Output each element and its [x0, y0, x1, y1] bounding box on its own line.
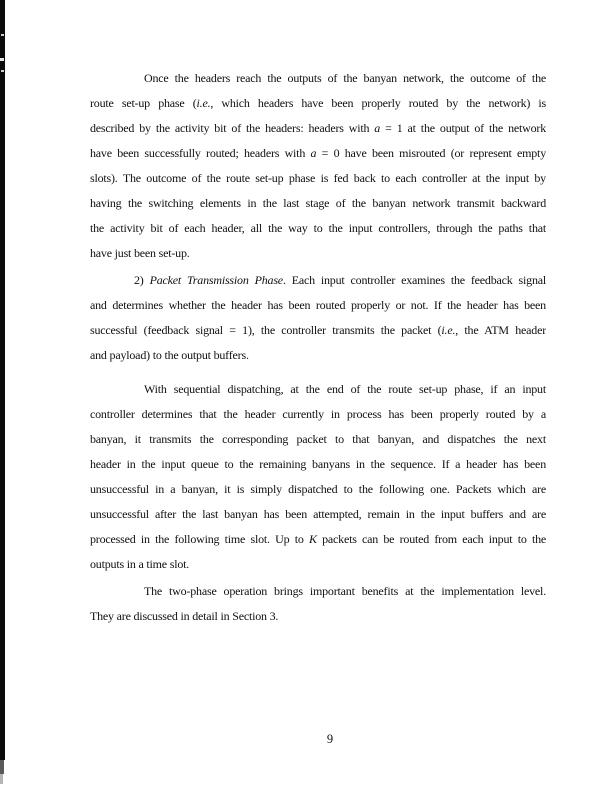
text-segment: processed in the following time slot. Up to: [90, 532, 309, 546]
text-line: [90, 293, 546, 318]
text-block: [90, 66, 546, 629]
page-number: 9: [326, 732, 334, 746]
text-segment: route set-up phase (: [90, 96, 197, 110]
paragraph: [90, 66, 546, 266]
text-line: [90, 402, 546, 427]
text-segment: 2): [134, 273, 150, 287]
text-segment: = 1 at the output of the network: [380, 121, 546, 135]
paragraph: [90, 377, 546, 577]
scan-edge-artifact-fade: [0, 760, 4, 774]
scan-edge-artifact-fade: [0, 774, 3, 784]
italic-text-segment: Packet Transmission Phase: [149, 273, 283, 287]
scan-edge-artifact: [0, 0, 5, 760]
text-line: [90, 268, 546, 293]
text-segment: having the switching elements in the last stage of the banyan network transmit backward: [90, 196, 546, 210]
text-segment: and determines whether the header has been routed properly or not. If the header has been: [90, 298, 546, 312]
paragraph: [90, 268, 546, 368]
scan-noise-speck: [0, 58, 4, 61]
text-line: [90, 552, 546, 577]
italic-text-segment: i.e.: [441, 323, 456, 337]
text-line: [90, 166, 546, 191]
italic-text-segment: a: [310, 146, 317, 160]
text-segment: and payload) to the output buffers.: [90, 348, 249, 362]
text-segment: header in the input queue to the remaining banyans in the sequence. If a header has been: [90, 457, 546, 471]
text-segment: unsuccessful after the last banyan has been attempted, remain in the input buffers and are: [90, 507, 546, 521]
text-line: [90, 116, 546, 141]
text-line: [90, 66, 546, 91]
text-line: [90, 579, 546, 604]
italic-text-segment: K: [308, 532, 317, 546]
text-segment: , which headers have been properly routed by the network) is: [210, 96, 546, 110]
text-segment: successful (feedback signal = 1), the controller transmits the packet (: [90, 323, 442, 337]
text-segment: outputs in a time slot.: [90, 557, 190, 571]
text-segment: packets can be routed from each input to the: [316, 532, 546, 546]
text-segment: have just been set-up.: [90, 246, 190, 260]
text-segment: controller determines that the header currently in process has been properly routed by a: [90, 407, 546, 421]
text-segment: Once the headers reach the outputs of the banyan network, the outcome of the: [144, 71, 546, 85]
text-line: [90, 452, 546, 477]
text-line: [90, 377, 546, 402]
text-line: [90, 216, 546, 241]
text-line: [90, 91, 546, 116]
text-line: [90, 527, 546, 552]
text-segment: slots). The outcome of the route set-up phase is fed back to each controller at the input by: [90, 171, 546, 185]
text-segment: = 0 have been misrouted (or represent empty: [316, 146, 546, 160]
text-segment: . Each input controller examines the feedback signal: [282, 273, 546, 287]
text-line: [90, 427, 546, 452]
text-line: [90, 502, 546, 527]
text-segment: have been successfully routed; headers with: [90, 146, 311, 160]
text-segment: the activity bit of each header, all the way to the input controllers, through the paths that: [90, 221, 546, 235]
text-segment: unsuccessful in a banyan, it is simply dispatched to the following one. Packets which are: [90, 482, 546, 496]
text-line: [90, 343, 546, 368]
text-segment: , the ATM header: [455, 323, 546, 337]
text-segment: They are discussed in detail in Section 3.: [90, 609, 279, 623]
text-line: [90, 241, 546, 266]
paragraph: [90, 579, 546, 629]
text-line: [90, 141, 546, 166]
text-line: [90, 604, 546, 629]
text-segment: described by the activity bit of the headers: headers with: [90, 121, 375, 135]
text-line: [90, 191, 546, 216]
text-line: [90, 318, 546, 343]
text-segment: The two-phase operation brings important benefits at the implementation level.: [144, 584, 546, 598]
italic-text-segment: a: [374, 121, 381, 135]
scan-noise-speck: [1, 70, 4, 72]
text-segment: banyan, it transmits the corresponding packet to that banyan, and dispatches the next: [90, 432, 546, 446]
scan-noise-speck: [1, 34, 4, 36]
text-segment: With sequential dispatching, at the end of the route set-up phase, if an input: [144, 382, 546, 396]
italic-text-segment: i.e.: [196, 96, 211, 110]
text-line: [90, 477, 546, 502]
